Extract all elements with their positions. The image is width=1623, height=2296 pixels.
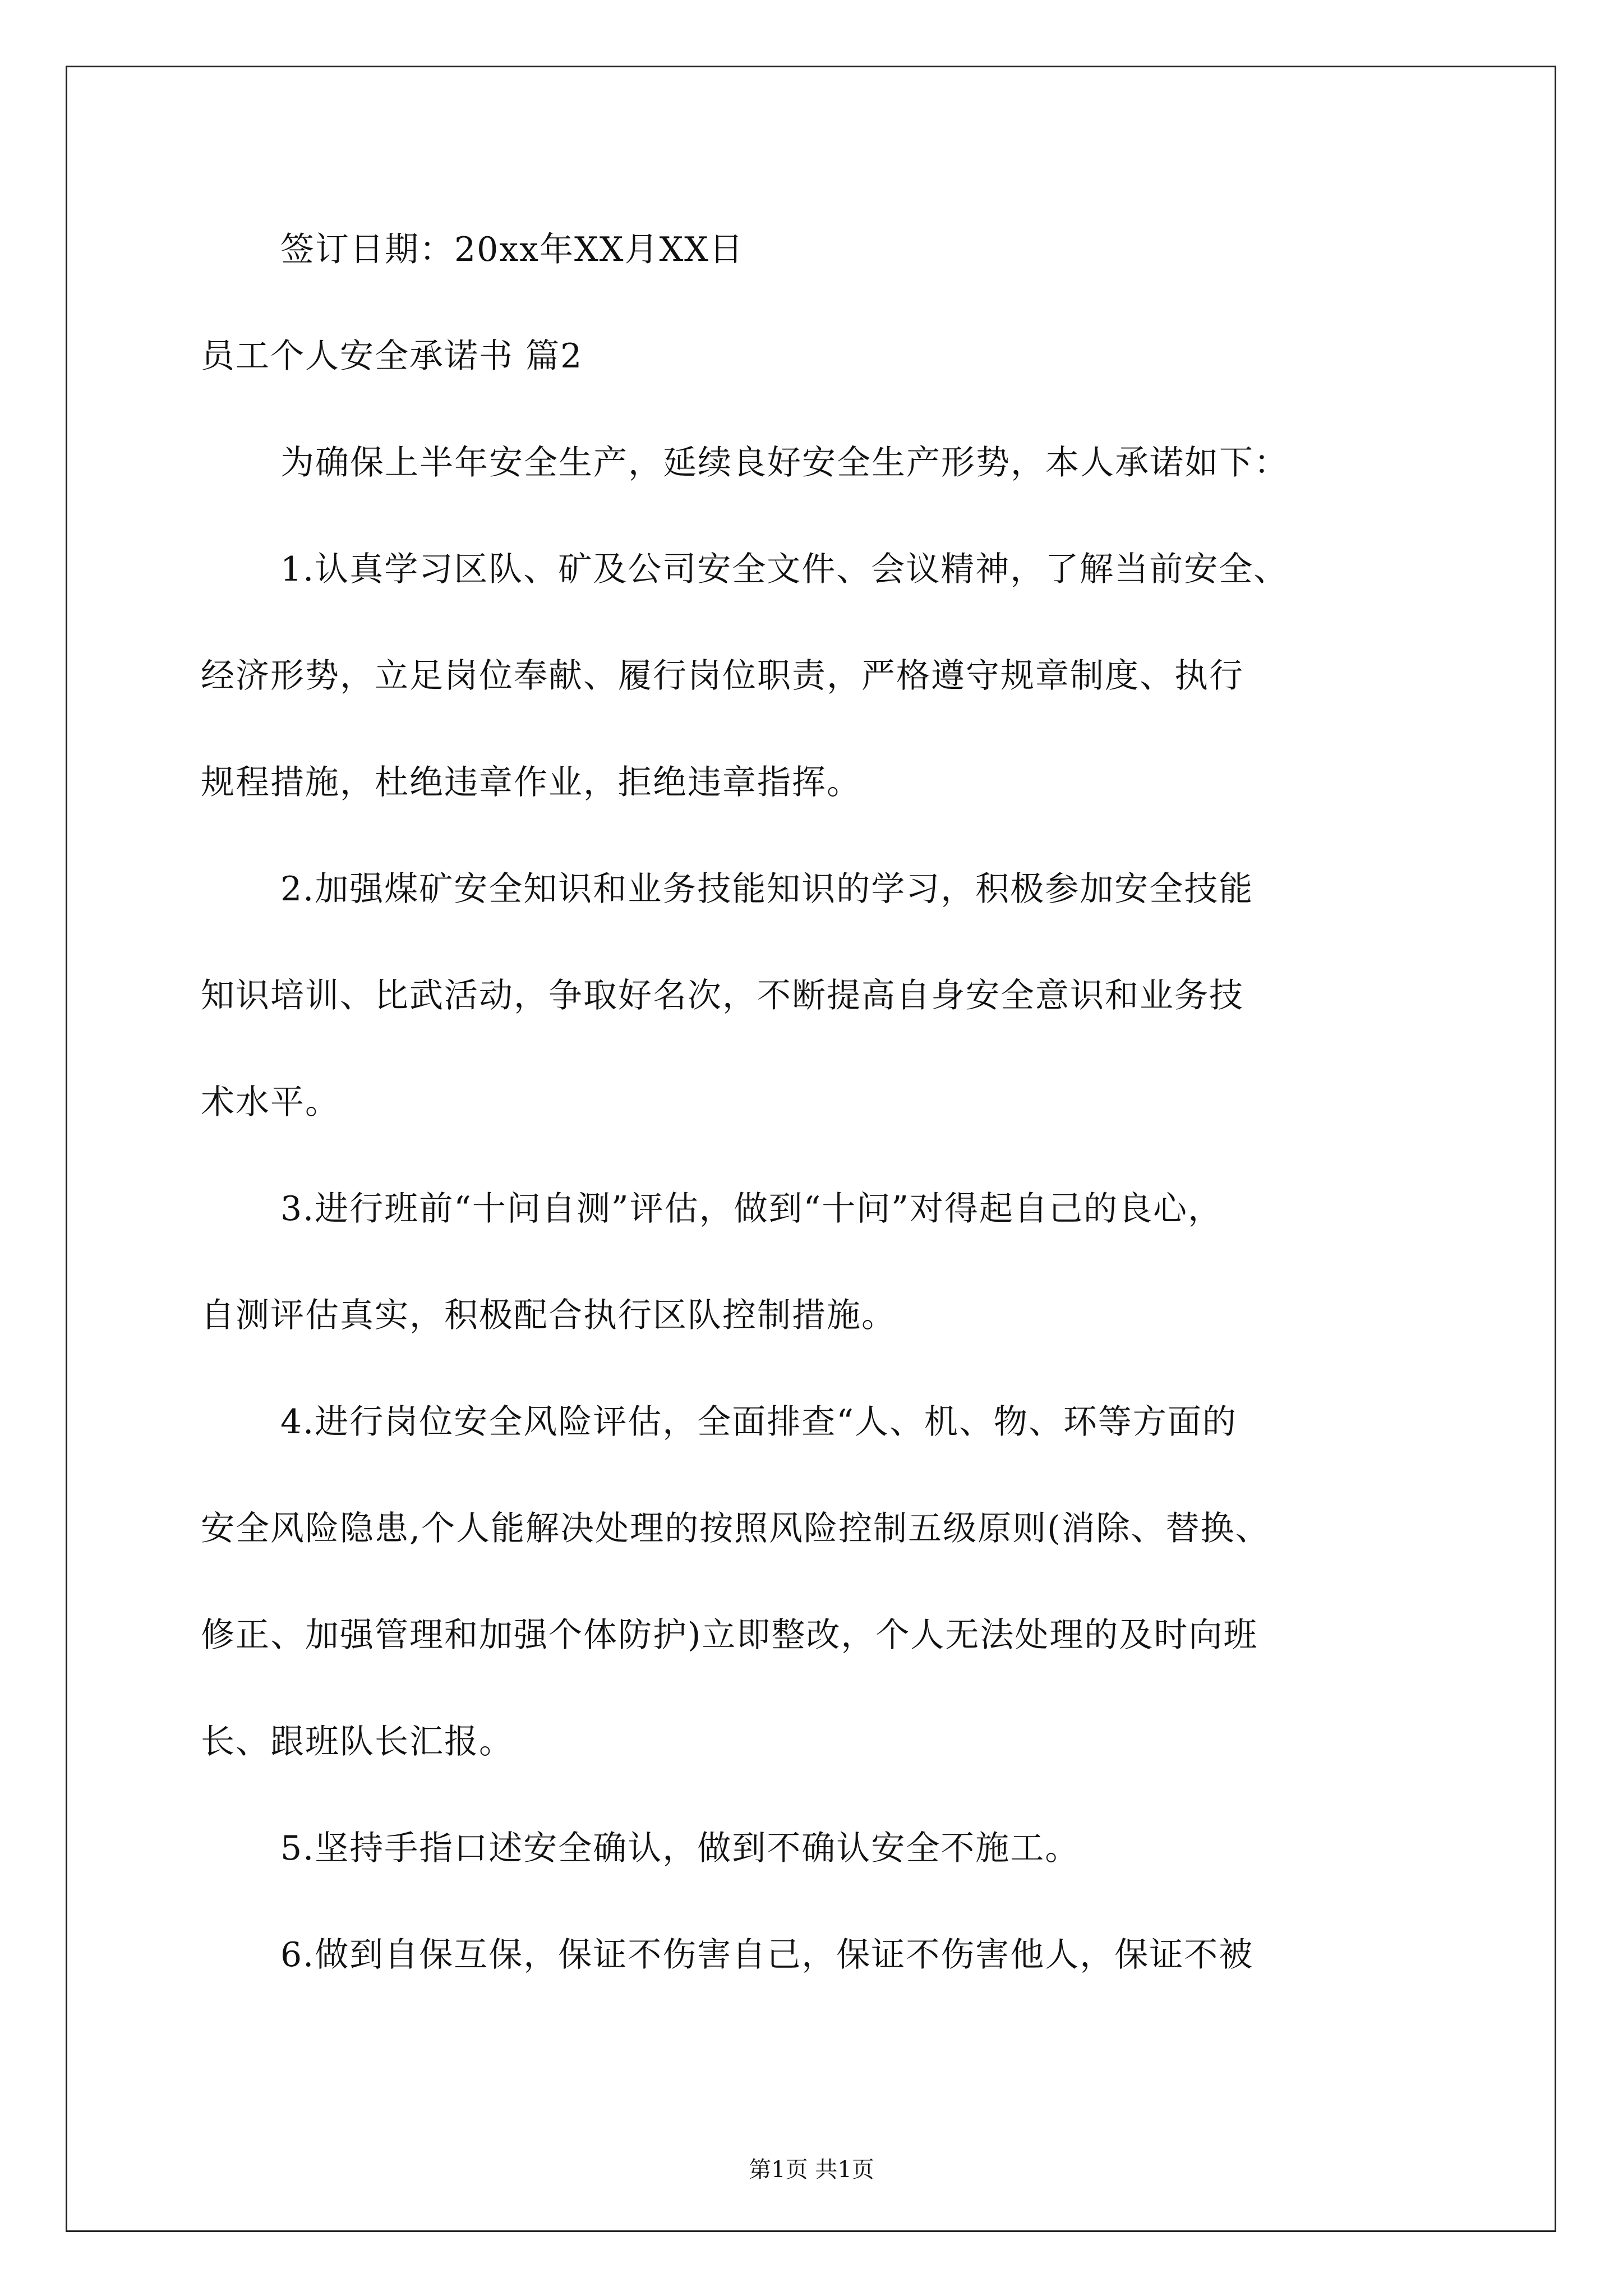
item-2-line-1: 2.加强煤矿安全知识和业务技能知识的学习，积极参加安全技能 [280, 869, 1254, 909]
intro-paragraph: 为确保上半年安全生产，延续良好安全生产形势，本人承诺如下： [280, 443, 1289, 482]
item-6-line-1: 6.做到自保互保，保证不伤害自己，保证不伤害他人，保证不被 [280, 1935, 1254, 1975]
item-1-line-3: 规程措施，杜绝违章作业，拒绝违章指挥。 [201, 763, 861, 802]
item-2-line-3: 术水平。 [201, 1083, 340, 1122]
item-2-line-2: 知识培训、比武活动，争取好名次，不断提高自身安全意识和业务技 [201, 976, 1244, 1015]
item-4-line-4: 长、跟班队长汇报。 [201, 1722, 514, 1761]
item-5-line-1: 5.坚持手指口述安全确认，做到不确认安全不施工。 [280, 1829, 1080, 1868]
section-heading: 员工个人安全承诺书 篇2 [201, 337, 583, 376]
item-4-line-1: 4.进行岗位安全风险评估，全面排查“人、机、物、环等方面的 [280, 1402, 1237, 1442]
item-3-line-2: 自测评估真实，积极配合执行区队控制措施。 [201, 1296, 896, 1335]
page-footer: 第1页 共1页 [749, 2157, 874, 2183]
sign-date: 签订日期：20xx年XX月XX日 [280, 230, 744, 269]
item-4-line-3: 修正、加强管理和加强个体防护)立即整改，个人无法处理的及时向班 [201, 1616, 1258, 1655]
page-border [66, 66, 1556, 2232]
item-1-line-1: 1.认真学习区队、矿及公司安全文件、会议精神，了解当前安全、 [280, 550, 1289, 589]
item-1-line-2: 经济形势，立足岗位奉献、履行岗位职责，严格遵守规章制度、执行 [201, 656, 1244, 696]
item-4-line-2: 安全风险隐患,个人能解决处理的按照风险控制五级原则(消除、替换、 [201, 1509, 1270, 1548]
item-3-line-1: 3.进行班前“十问自测”评估，做到“十问”对得起自己的良心， [280, 1189, 1223, 1228]
